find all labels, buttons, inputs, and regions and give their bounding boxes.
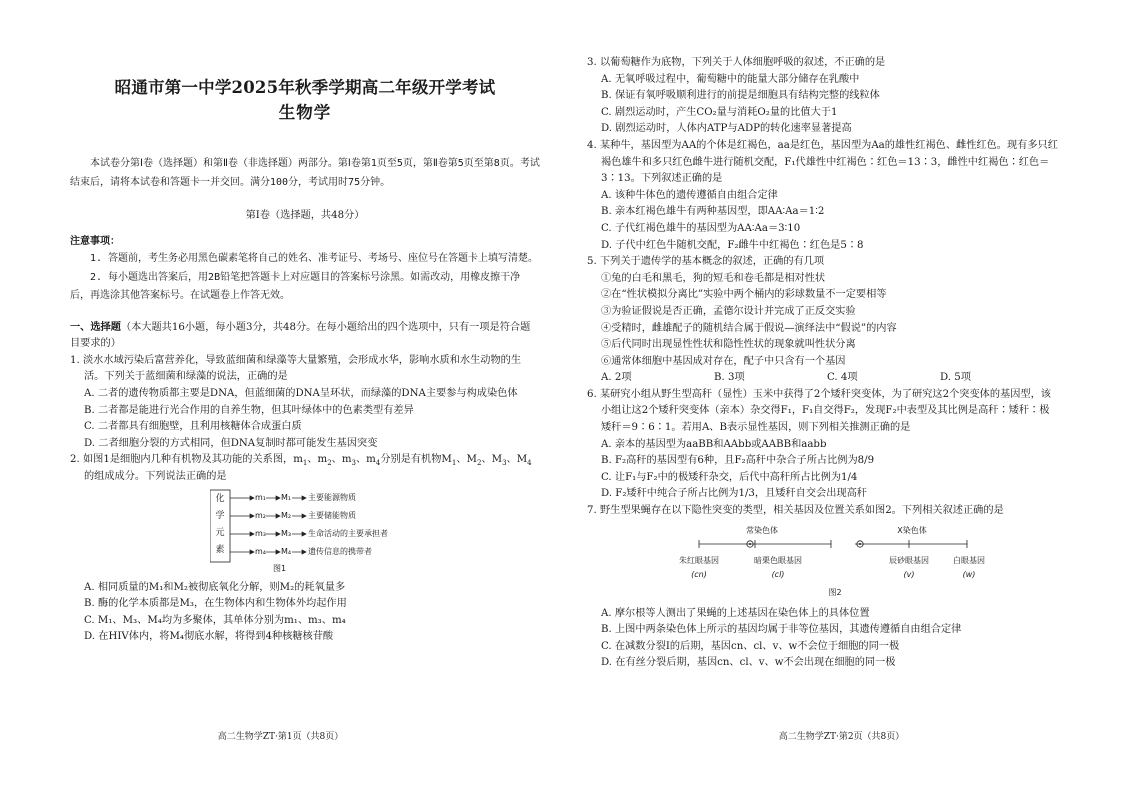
chromosome-label: X染色体 <box>897 525 927 535</box>
gene-name: 辰砂眼基因 <box>889 555 929 565</box>
part-1-desc: （本大题共16小题，每小题3分，共48分。在每小题给出的四个选项中，只有一项是符合题目要求的） <box>70 321 531 350</box>
fig1-element-char: 素 <box>215 544 225 555</box>
option-d: D. 二者细胞分裂的方式相同，但DNA复制时都可能发生基因突变 <box>84 437 378 449</box>
figure-2-caption: 图2 <box>828 587 842 597</box>
option-b: B. 3项 <box>714 372 745 384</box>
question-2 <box>70 452 540 646</box>
option-a: A. 亲本的基因型为aaBB和AAbb或AABB和aabb <box>601 438 827 450</box>
question-6 <box>587 387 1059 503</box>
option-a: A. 该种牛体色的遗传遵循自由组合定律 <box>601 189 778 201</box>
page-2 <box>561 0 1122 794</box>
notice-2: 2. 每小题选出答案后，用2B铅笔把答题卡上对应题目的答案标号涂黑。如需改动，用橡皮擦干净后，再选涂其他答案标号。在试题卷上作答无效。 <box>70 271 521 302</box>
option-c: C. 子代红褐色雄牛的基因型为AA∶Aa＝3∶10 <box>601 222 801 234</box>
statement: ⑤后代同时出现显性性状和隐性性状的现象就叫性状分离 <box>601 339 856 351</box>
stem-part: 、M <box>506 454 528 466</box>
stem-part: 分别是有机物M <box>380 454 452 466</box>
stem-part: 、M <box>456 454 477 466</box>
page-1 <box>0 0 561 794</box>
fig1-function: 遗传信息的携带者 <box>308 546 372 556</box>
exam-title: 昭通市第一中学2025年秋季学期高二年级开学考试 <box>114 78 496 97</box>
stem-part: 的组成成分。下列说法正确的是 <box>84 471 227 483</box>
notice-title: 注意事项： <box>70 235 120 247</box>
question-5 <box>587 254 1059 387</box>
option-c: C. 二者都具有细胞壁，且利用核糖体合成蛋白质 <box>84 421 302 433</box>
stem-part: 、m <box>355 454 376 466</box>
chromosome-label: 常染色体 <box>746 525 778 535</box>
fig1-function: 主要能源物质 <box>308 492 356 502</box>
option-b: B. 酶的化学本质都是M₃，在生物体内和生物体外均起作用 <box>84 598 347 610</box>
stem-part: 、M <box>481 454 503 466</box>
question-stem: 4. 某种牛，基因型为AA的个体是红褐色，aa是红色，基因型为Aa的雄性红褐色、雌性红色。现有多只红褐色雄牛和多只红色雌牛进行随机交配，F₁代雄性中红褐色∶红色＝13∶3，雌性中红褐色∶红色＝3∶13。下列叙述正确的是 <box>587 139 1058 185</box>
statement: ①兔的白毛和黑毛，狗的短毛和卷毛都是相对性状 <box>601 272 826 284</box>
stem-part: 、m <box>307 454 328 466</box>
figure-2 <box>587 520 1059 604</box>
question-stem: 3. 以葡萄糖作为底物，下列关于人体细胞呼吸的叙述，不正确的是 <box>587 57 886 68</box>
part-1-title: 一、选择题 <box>70 321 121 333</box>
option-a: A. 二者的遗传物质都主要是DNA，但蓝细菌的DNA呈环状，而绿藻的DNA主要参与构成染色体 <box>84 388 518 400</box>
option-b: B. 二者都是能进行光合作用的自养生物，但其叶绿体中的色素类型有差异 <box>84 404 414 416</box>
option-d: D. 剧烈运动时，人体内ATP与ADP的转化速率显著提高 <box>601 123 852 135</box>
fig1-monomer: m₂ <box>255 510 266 520</box>
notice-1: 1. 答题前，考生务必用黑色碳素笔将自己的姓名、准考证号、考场号、座位号在答题卡上填写清楚。 <box>90 253 539 265</box>
part-1-heading <box>70 320 540 353</box>
fig1-polymer: M₂ <box>281 510 292 520</box>
option-c: C. 在减数分裂Ⅰ的后期，基因cn、cl、v、w不会位于细胞的同一极 <box>601 640 900 652</box>
statement: ⑥通常体细胞中基因成对存在，配子中只含有一个基因 <box>601 355 846 367</box>
fig1-function: 主要储能物质 <box>308 510 356 520</box>
option-c: C. 让F₁与F₂中的极矮秆杂交，后代中高秆所占比例为1/4 <box>601 471 858 483</box>
options-row <box>587 370 1059 387</box>
gene-name: 暗栗色眼基因 <box>754 555 802 565</box>
option-a: A. 无氧呼吸过程中，葡萄糖中的能量大部分储存在乳酸中 <box>601 73 860 85</box>
page-1-column <box>70 70 540 646</box>
statement: ④受精时，雌雄配子的随机结合属于假说—演绎法中“假说”的内容 <box>601 322 897 334</box>
question-stem: 7. 野生型果蝇存在以下隐性突变的类型，相关基因及位置关系如图2。下列相关叙述正确的是 <box>587 505 1004 517</box>
stem-part: 2. 如图1是细胞内几种有机物及其功能的关系图，m <box>70 454 303 466</box>
option-b: B. F₂高秆的基因型有6种，且F₂高秆中杂合子所占比例为8/9 <box>601 455 875 467</box>
option-a: A. 相同质量的M₁和M₂被彻底氧化分解，则M₂的耗氧量多 <box>84 581 346 593</box>
question-4 <box>587 138 1059 254</box>
question-3 <box>587 55 1059 138</box>
question-stem: 2. 如图1是细胞内几种有机物及其功能的关系图，$m_1$、$m_2$、$m_3$、$m_4$分别是有机物$M_1$、$M_2$、$M_3$、$M_4$的组成成分。下列说法正确的是 <box>70 454 532 483</box>
option-b: B. 保证有氧呼吸顺利进行的前提是细胞具有结构完整的线粒体 <box>601 90 880 102</box>
fig1-monomer: m₃ <box>255 528 266 538</box>
gene-name: 朱红眼基因 <box>679 555 719 565</box>
option-d: D. 在有丝分裂后期，基因cn、cl、v、w不会出现在细胞的同一极 <box>601 657 896 669</box>
figure-1-caption: 图1 <box>273 563 287 573</box>
option-d: D. 子代中红色牛随机交配，F₂雌牛中红褐色∶红色是5∶8 <box>601 239 864 251</box>
gene-symbol: (v) <box>903 569 915 579</box>
fig1-monomer: m₁ <box>255 492 266 502</box>
fig1-monomer: m₄ <box>255 546 266 556</box>
option-c: C. 剧烈运动时，产生CO₂量与消耗O₂量的比值大于1 <box>601 106 838 118</box>
question-1 <box>70 353 540 453</box>
gene-symbol: (cl) <box>771 569 785 579</box>
exam-intro: 本试卷分第Ⅰ卷（选择题）和第Ⅱ卷（非选择题）两部分。第Ⅰ卷第1页至5页，第Ⅱ卷第5页至第8页。考试结束后，请将本试卷和答题卡一并交回。满分100分，考试用时75分钟。 <box>70 158 540 188</box>
option-a: A. 2项 <box>601 372 632 384</box>
gene-name: 白眼基因 <box>953 555 985 565</box>
option-b: B. 上图中两条染色体上所示的基因均属于非等位基因，其遗传遵循自由组合定律 <box>601 624 962 636</box>
question-stem: 6. 某研究小组从野生型高秆（显性）玉米中获得了2个矮秆突变体，为了研究这2个突变体的基因型，该小组让这2个矮秆突变体（亲本）杂交得F₁，F₁自交得F₂，发现F₂中表型及其比例是高秆∶矮秆∶极矮秆＝9∶6∶1。若用A、B表示显性基因，则下列相关推测正确的是 <box>587 388 1051 434</box>
question-stem: 5. 下列关于遗传学的基本概念的叙述，正确的有几项 <box>587 256 825 268</box>
exam-subject: 生物学 <box>278 103 332 122</box>
statement: ②在“性状模拟分离比”实验中两个桶内的彩球数量不一定要相等 <box>601 289 887 301</box>
gene-symbol: (w) <box>962 569 976 579</box>
fig1-element-char: 化 <box>215 493 225 504</box>
option-c: C. 4项 <box>827 372 858 384</box>
page-1-footer: 高二生物学ZT·第1页（共8页） <box>217 732 344 743</box>
option-b: B. 亲本红褐色雄牛有两种基因型，即AA∶Aa＝1∶2 <box>601 206 825 218</box>
option-c: C. M₁、M₃、M₄均为多聚体，其单体分别为m₁、m₃、m₄ <box>84 614 346 626</box>
fig1-element-char: 元 <box>215 527 225 538</box>
fig1-polymer: M₃ <box>281 528 292 538</box>
option-d: D. F₂矮秆中纯合子所占比例为1/3，且矮秆自交会出现高秆 <box>601 488 867 500</box>
option-a: A. 摩尔根等人测出了果蝇的上述基因在染色体上的具体位置 <box>601 607 870 619</box>
section-1-title: 第Ⅰ卷（选择题，共48分） <box>245 210 365 221</box>
statement: ③为验证假说是否正确，孟德尔设计并完成了正反交实验 <box>601 305 856 317</box>
question-7 <box>587 503 1059 672</box>
gene-symbol: (cn) <box>691 569 707 579</box>
question-stem: 1. 淡水水域污染后富营养化，导致蓝细菌和绿藻等大量繁殖，会形成水华，影响水质和水生动物的生活。下列关于蓝细菌和绿藻的说法，正确的是 <box>70 354 522 383</box>
page-2-footer: 高二生物学ZT·第2页（共8页） <box>778 732 905 743</box>
option-d: D. 5项 <box>940 372 971 384</box>
page-2-column <box>587 55 1059 672</box>
option-d: D. 在HIV体内，将M₄彻底水解，将得到4种核糖核苷酸 <box>84 631 334 643</box>
stem-part: 、m <box>331 454 352 466</box>
fig1-element-char: 学 <box>215 510 225 521</box>
figure-1 <box>70 488 540 576</box>
fig1-polymer: M₁ <box>281 492 292 502</box>
fig1-function: 生命活动的主要承担者 <box>308 528 388 538</box>
fig1-polymer: M₄ <box>281 546 292 556</box>
